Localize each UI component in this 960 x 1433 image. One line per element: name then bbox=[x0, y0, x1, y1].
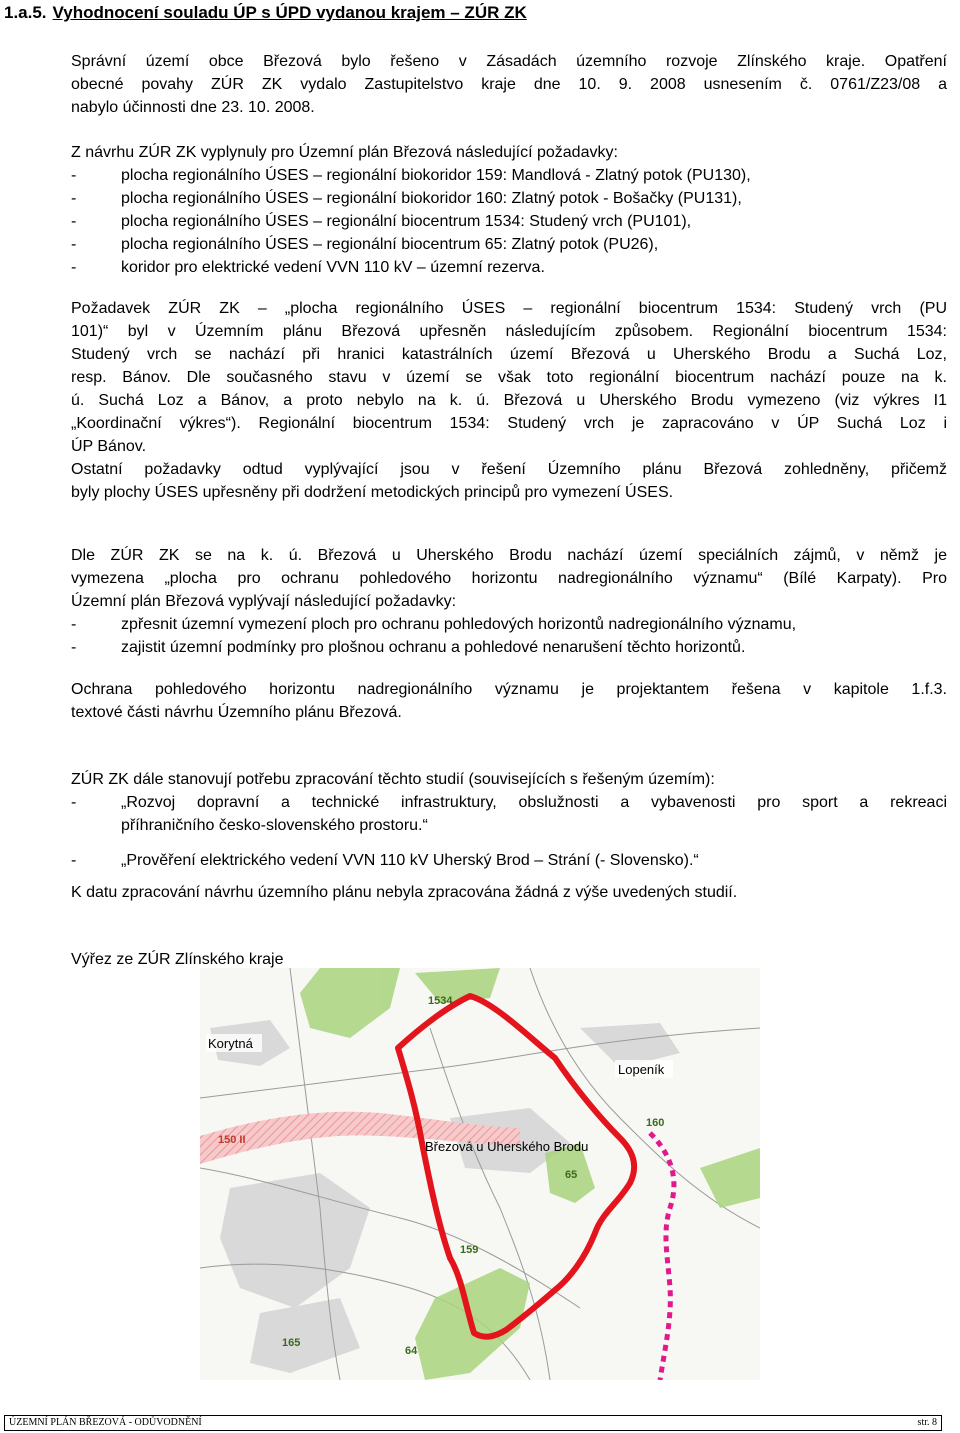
footer-document-title: ÚZEMNÍ PLÁN BŘEZOVÁ - ODŮVODNĚNÍ bbox=[9, 1417, 202, 1428]
paragraph-horizon-protection bbox=[71, 678, 947, 724]
text-line: textové části návrhu Územního plánu Březová. bbox=[71, 704, 402, 721]
list-item: - zpřesnit územní vymezení ploch pro ochranu pohledových horizontů nadregionálního významu, bbox=[71, 616, 797, 633]
text-line: byly plochy ÚSES upřesněny při dodržení metodických principů pro vymezení ÚSES. bbox=[71, 484, 674, 501]
map-label-165: 165 bbox=[282, 1337, 301, 1349]
text-line: vymezena „plocha pro ochranu pohledového horizontu nadregionálního významu“ (Bílé Karpaty). Pro bbox=[71, 570, 947, 587]
text-line: Ostatní požadavky odtud vyplývající jsou v řešení Územního plánu Březová zohledněny, přičemž bbox=[71, 461, 947, 478]
text-line: ÚP Bánov. bbox=[71, 438, 147, 455]
paragraph-requirements bbox=[71, 141, 947, 279]
page-footer bbox=[4, 1415, 942, 1431]
text-line: resp. Bánov. Dle současného stavu v území se však toto regionální biocentrum nachází pouze na k. bbox=[71, 369, 947, 386]
section-title: Vyhodnocení souladu ÚP s ÚPD vydanou krajem – ZÚR ZK bbox=[52, 3, 527, 22]
list-intro: Z návrhu ZÚR ZK vyplynuly pro Územní plán Březová následující požadavky: bbox=[71, 144, 618, 161]
map-caption-text: Výřez ze ZÚR Zlínského kraje bbox=[71, 951, 284, 968]
list-item: - „Rozvoj dopravní a technické infrastruktury, obslužnosti a vybavenosti pro sport a rekreaci bbox=[71, 794, 947, 811]
list-item: - plocha regionálního ÚSES – regionální biocentrum 65: Zlatný potok (PU26), bbox=[71, 236, 659, 253]
text-line: Dle ZÚR ZK se na k. ú. Březová u Uherského Brodu nachází území speciálních zájmů, v němž je bbox=[71, 547, 947, 564]
section-number: 1.a.5. bbox=[4, 3, 47, 22]
map-label-65: 65 bbox=[565, 1169, 578, 1181]
text-line: nabylo účinnosti dne 23. 10. 2008. bbox=[71, 99, 315, 116]
list-item: - zajistit územní podmínky pro plošnou ochranu a pohledové nenarušení těchto horizontů. bbox=[71, 639, 746, 656]
text-line: „Koordinační výkres“). Regionální biocentrum 1534: Studený vrch je zapracováno v ÚP Suchá Loz i bbox=[71, 415, 947, 432]
list-item-continuation: příhraničního česko-slovenského prostoru.“ bbox=[121, 817, 428, 834]
paragraph-studies bbox=[71, 768, 947, 872]
map-label-1534: 1534 bbox=[428, 995, 453, 1007]
map-label-korytna: Korytná bbox=[208, 1036, 253, 1051]
text-line: Správní území obce Březová bylo řešeno v Zásadách územního rozvoje Zlínského kraje. Opatření bbox=[71, 53, 947, 70]
map-label-brezova: Březová u Uherského Brodu bbox=[425, 1139, 589, 1154]
list-item: - plocha regionálního ÚSES – regionální biokoridor 159: Mandlová - Zlatný potok (PU130), bbox=[71, 167, 751, 184]
map-label-159: 159 bbox=[460, 1244, 479, 1256]
footer-page-number: str. 8 bbox=[917, 1417, 937, 1428]
text-line: Územní plán Březová vyplývají následující požadavky: bbox=[71, 593, 457, 610]
text-line: K datu zpracování návrhu územního plánu nebyla zpracována žádná z výše uvedených studií. bbox=[71, 884, 738, 901]
paragraph-biocentrum-1534 bbox=[71, 297, 947, 504]
list-item: - „Prověření elektrického vedení VVN 110 kV Uherský Brod – Strání (- Slovensko).“ bbox=[71, 852, 699, 869]
list-item: - plocha regionálního ÚSES – regionální biocentrum 1534: Studený vrch (PU101), bbox=[71, 213, 692, 230]
list-item: - plocha regionálního ÚSES – regionální biokoridor 160: Zlatný potok - Bošačky (PU131), bbox=[71, 190, 742, 207]
text-line: Studený vrch se nachází při hranici katastrálních území Březová u Uherského Brodu a Suchá Loz, bbox=[71, 346, 947, 363]
map-label-lopenik: Lopeník bbox=[618, 1062, 665, 1077]
section-heading bbox=[4, 3, 527, 23]
list-intro: ZÚR ZK dále stanovují potřebu zpracování těchto studií (souvisejících s řešeným územím): bbox=[71, 771, 715, 788]
zur-map-excerpt bbox=[200, 968, 760, 1380]
map-label-160: 160 bbox=[646, 1117, 665, 1129]
text-line: ú. Suchá Loz a Bánov, a proto nebylo na k. ú. Březová u Uherského Brodu vymezeno (viz výkres I1 bbox=[71, 392, 947, 409]
map-label-150: 150 II bbox=[218, 1134, 246, 1146]
text-line: Požadavek ZÚR ZK – „plocha regionálního ÚSES – regionální biocentrum 1534: Studený vrch (PU bbox=[71, 300, 947, 317]
text-line: obecné povahy ZÚR ZK vydalo Zastupitelstvo kraje dne 10. 9. 2008 usnesením č. 0761/Z23/08 a bbox=[71, 76, 947, 93]
paragraph-horizon bbox=[71, 544, 947, 659]
text-line: Ochrana pohledového horizontu nadregionálního významu je projektantem řešena v kapitole 1.f.3. bbox=[71, 681, 947, 698]
paragraph-zur-adoption bbox=[71, 50, 947, 119]
map-label-64: 64 bbox=[405, 1345, 418, 1357]
paragraph-studies-status bbox=[71, 881, 947, 904]
text-line: 101)“ byl v Územním plánu Březová upřesněn následujícím způsobem. Regionální biocentrum 1534: bbox=[71, 323, 947, 340]
list-item: - koridor pro elektrické vedení VVN 110 kV – územní rezerva. bbox=[71, 259, 545, 276]
